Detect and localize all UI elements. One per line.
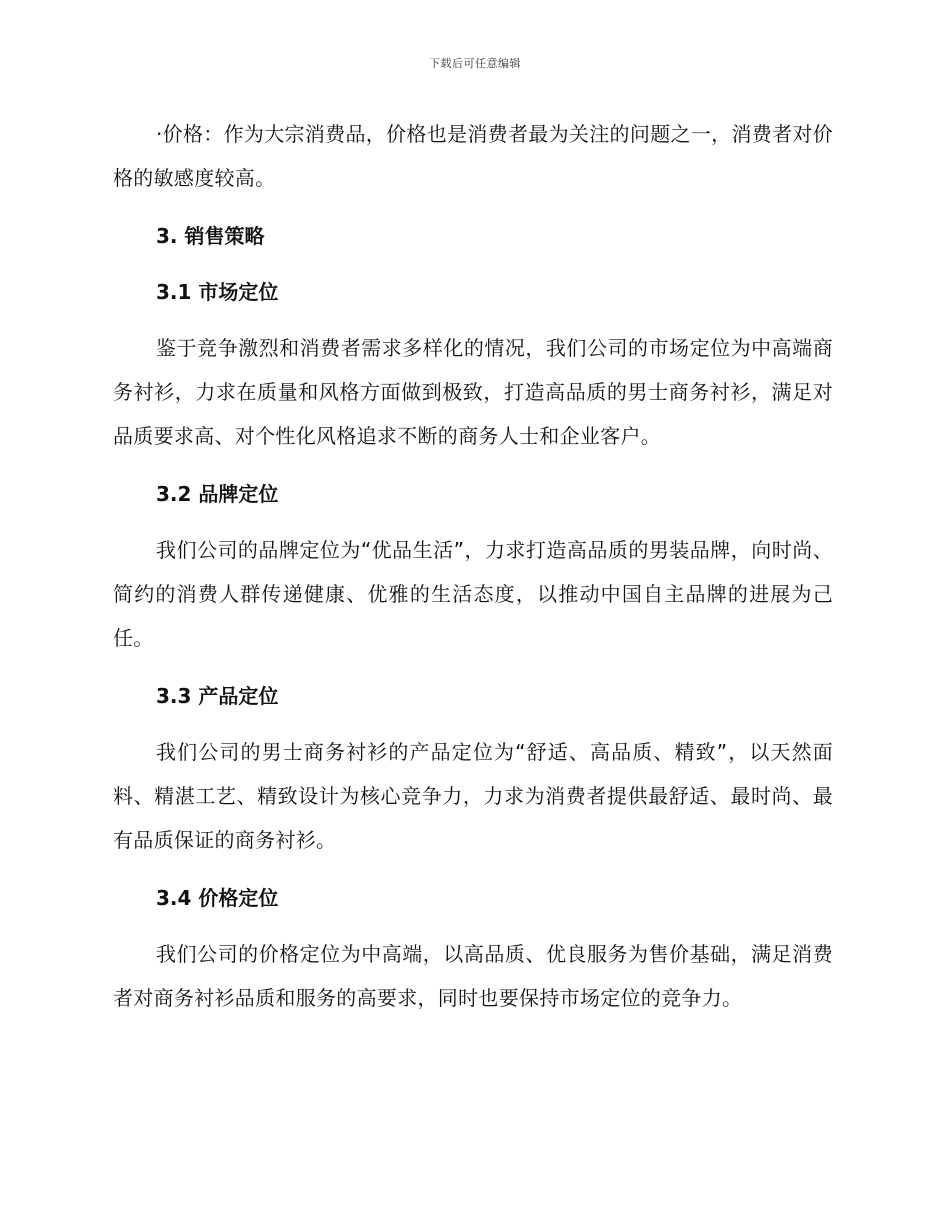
section-heading-sales-strategy: 3. 销售策略 — [156, 224, 265, 248]
paragraph-brand-positioning: 我们公司的品牌定位为“优品生活”，力求打造高品质的男装品牌，向时尚、简约的消费人群传递健康、优雅的生活态度，以推动中国自主品牌的进展为己任。 — [113, 538, 833, 650]
document-body — [113, 112, 833, 1034]
subsection-heading-price-positioning: 3.4 价格定位 — [156, 886, 279, 910]
paragraph-price-positioning: 我们公司的价格定位为中高端，以高品质、优良服务为售价基础，满足消费者对商务衬衫品质和服务的高要求，同时也要保持市场定位的竞争力。 — [113, 942, 833, 1010]
paragraph-product-positioning: 我们公司的男士商务衬衫的产品定位为“舒适、高品质、精致”，以天然面料、精湛工艺、精致设计为核心竞争力，力求为消费者提供最舒适、最时尚、最有品质保证的商务衬衫。 — [113, 740, 833, 852]
paragraph-market-positioning: 鉴于竞争激烈和消费者需求多样化的情况，我们公司的市场定位为中高端商务衬衫，力求在质量和风格方面做到极致，打造高品质的男士商务衬衫，满足对品质要求高、对个性化风格追求不断的商务人士和企业客户。 — [113, 336, 833, 448]
subsection-heading-brand-positioning: 3.2 品牌定位 — [156, 482, 279, 506]
subsection-heading-market-positioning: 3.1 市场定位 — [156, 280, 279, 304]
page-header-note: 下载后可任意编辑 — [429, 57, 521, 70]
subsection-heading-product-positioning: 3.3 产品定位 — [156, 684, 279, 708]
paragraph-price: ·价格：作为大宗消费品，价格也是消费者最为关注的问题之一，消费者对价格的敏感度较高。 — [113, 122, 833, 190]
